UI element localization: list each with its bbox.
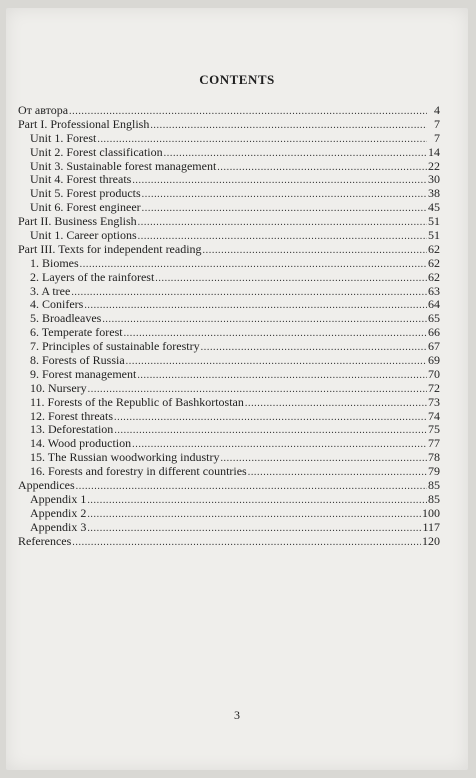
toc-entry-page: 62 [428, 269, 440, 284]
page-number: 3 [234, 708, 240, 722]
toc-entry-page: 78 [428, 450, 440, 465]
toc-entry [18, 298, 440, 312]
book-page [6, 8, 468, 770]
toc-entry [18, 410, 440, 424]
dot-leader [84, 299, 427, 313]
dot-leader [220, 452, 427, 466]
dot-leader [142, 188, 427, 202]
toc-entry-label: 15. The Russian woodworking industry [30, 450, 220, 465]
toc-entry-page: 22 [428, 158, 440, 173]
toc-entry [18, 354, 440, 368]
toc-entry-page: 65 [428, 311, 440, 326]
toc-entry [18, 146, 440, 160]
toc-entry [18, 271, 440, 285]
toc-entry-label: Appendix 1 [30, 491, 87, 506]
toc-entry-page: 51 [428, 214, 440, 229]
toc-entry [18, 521, 440, 535]
toc-entry-page: 45 [428, 200, 440, 215]
toc-entry-page: 70 [428, 366, 440, 381]
toc-entry-label: 16. Forests and forestry in different countries [30, 464, 247, 479]
dot-leader [114, 411, 427, 425]
dot-leader [245, 397, 427, 411]
dot-leader [114, 424, 427, 438]
dot-leader [87, 494, 427, 508]
toc-entry [18, 340, 440, 354]
toc-entry [18, 229, 440, 243]
toc-entry-label: 6. Temperate forest [30, 325, 123, 340]
dot-leader [71, 286, 427, 300]
toc-entry-page: 51 [428, 228, 440, 243]
toc-entry-label: Part III. Texts for independent reading [18, 241, 202, 256]
page-title: CONTENTS [199, 72, 275, 87]
dot-leader [201, 341, 427, 355]
toc-entry-label: Unit 1. Career options [30, 228, 137, 243]
dot-leader [87, 522, 421, 536]
dot-leader [155, 272, 427, 286]
toc-entry-page: 4 [434, 103, 440, 117]
toc-entry-label: Unit 3. Sustainable forest management [30, 158, 217, 173]
dot-leader [132, 174, 427, 188]
toc-entry-label: Appendix 3 [30, 519, 87, 534]
toc-entry-page: 62 [428, 255, 440, 270]
toc-entry [18, 326, 440, 340]
toc-entry-label: 9. Forest management [30, 366, 137, 381]
toc-entry-page: 63 [428, 283, 440, 298]
dot-leader [203, 244, 427, 258]
toc-entry-label: 4. Conifers [30, 297, 84, 312]
dot-leader [248, 466, 427, 480]
toc-entry-label: 13. Deforestation [30, 422, 114, 437]
toc-entry [18, 507, 440, 521]
toc-entry [18, 465, 440, 479]
toc-entry [18, 104, 440, 118]
toc-entry-label: References [18, 533, 72, 548]
dot-leader [142, 202, 427, 216]
toc-entry-label: 14. Wood production [30, 436, 132, 451]
toc-entry [18, 382, 440, 396]
toc-entry-label: 7. Principles of sustainable forestry [30, 339, 200, 354]
toc-entry-page: 100 [422, 505, 440, 520]
toc-entry-page: 75 [428, 422, 440, 437]
toc-entry [18, 423, 440, 437]
toc-entry-page: 62 [428, 241, 440, 256]
dot-leader [102, 313, 427, 327]
toc-entry-page: 85 [428, 478, 440, 493]
toc-entry [18, 451, 440, 465]
toc-entry-page: 7 [434, 130, 440, 145]
toc-entry [18, 535, 440, 549]
dot-leader [217, 161, 427, 175]
toc-entry-page: 67 [428, 339, 440, 354]
toc-entry [18, 215, 440, 229]
toc-entry-page: 79 [428, 464, 440, 479]
toc-entry-page: 77 [428, 436, 440, 451]
toc-entry-label: 5. Broadleaves [30, 311, 102, 326]
toc-entry-label: Appendix 2 [30, 505, 87, 520]
toc-entry-page: 69 [428, 353, 440, 368]
dot-leader [87, 508, 421, 522]
table-of-contents [18, 104, 440, 549]
toc-entry-label: 12. Forest threats [30, 408, 113, 423]
toc-entry-label: Appendices [18, 478, 75, 493]
toc-entry-page: 38 [428, 186, 440, 201]
toc-entry [18, 187, 440, 201]
toc-entry-label: 8. Forests of Russia [30, 353, 125, 368]
dot-leader [72, 536, 421, 550]
toc-entry-page: 74 [428, 408, 440, 423]
toc-entry-page: 120 [422, 533, 440, 548]
toc-entry [18, 160, 440, 174]
dot-leader [138, 216, 427, 230]
toc-entry-page: 72 [428, 380, 440, 395]
toc-entry [18, 437, 440, 451]
dot-leader [126, 355, 427, 369]
toc-entry-label: Unit 1. Forest [30, 130, 97, 145]
dot-leader [150, 119, 427, 133]
toc-entry-page: 7 [434, 116, 440, 131]
toc-entry-page: 85 [428, 491, 440, 506]
toc-entry [18, 132, 440, 146]
toc-entry [18, 479, 440, 493]
dot-leader [137, 369, 427, 383]
toc-entry [18, 118, 440, 132]
toc-entry-label: Unit 6. Forest engineer [30, 200, 141, 215]
toc-entry-label: Unit 5. Forest products [30, 186, 141, 201]
toc-entry [18, 257, 440, 271]
toc-entry-label: 2. Layers of the rainforest [30, 269, 155, 284]
toc-entry [18, 173, 440, 187]
toc-entry-label: От автора [18, 103, 69, 117]
toc-entry [18, 201, 440, 215]
toc-entry-page: 64 [428, 297, 440, 312]
toc-entry-label: 11. Forests of the Republic of Bashkortostan [30, 394, 244, 409]
toc-entry [18, 396, 440, 410]
toc-entry-page: 30 [428, 172, 440, 187]
toc-entry-label: 1. Biomes [30, 255, 79, 270]
toc-entry [18, 243, 440, 257]
toc-entry-page: 66 [428, 325, 440, 340]
toc-entry [18, 312, 440, 326]
toc-entry [18, 368, 440, 382]
toc-entry-page: 73 [428, 394, 440, 409]
toc-entry [18, 285, 440, 299]
toc-entry-label: 10. Nursery [30, 380, 87, 395]
toc-entry-page: 117 [422, 519, 440, 534]
toc-entry-label: 3. A tree [30, 283, 71, 298]
toc-entry-page: 14 [428, 144, 440, 159]
toc-entry [18, 493, 440, 507]
toc-entry-label: Part II. Business English [18, 214, 137, 229]
dot-leader [76, 480, 427, 494]
toc-entry-label: Unit 2. Forest classification [30, 144, 163, 159]
toc-entry-label: Unit 4. Forest threats [30, 172, 132, 187]
toc-entry-label: Part I. Professional English [18, 116, 150, 131]
